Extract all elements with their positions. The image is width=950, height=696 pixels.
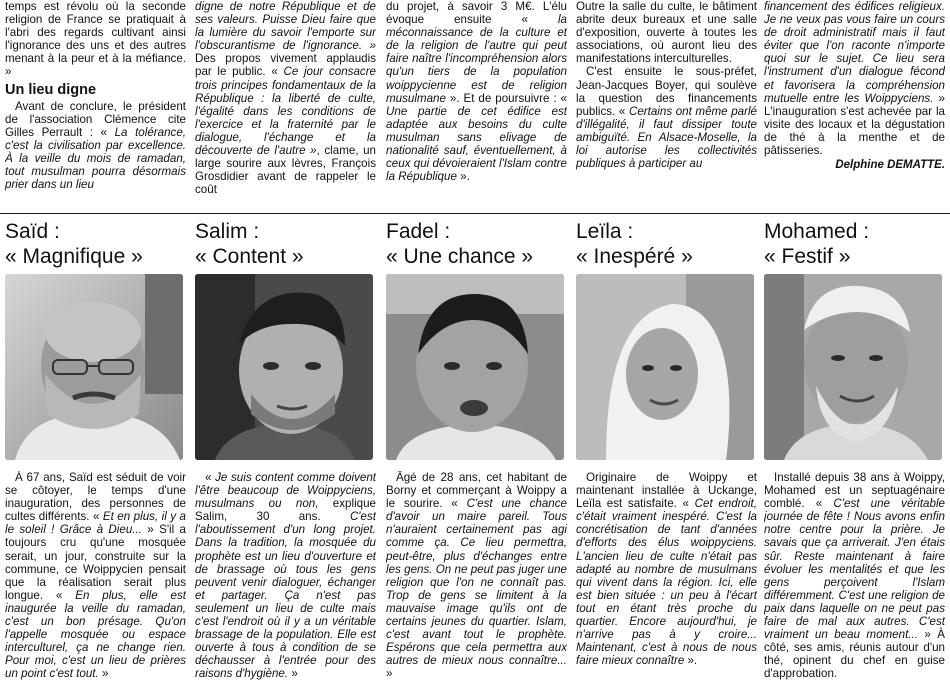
article-column-3 (386, 0, 567, 212)
profile-title (195, 219, 380, 269)
quote-run: C'est une véritable journée de fête ! Nous avons enfin notre centre pour la prière. Je savais que ça arriverait. J'en étais sûr. Reste maintenant à faire évoluer les mentalités et que les gens perçoivent l'Islam différemment. C'est une religion de paix dans laquelle on ne peut pas faire de mal aux autres. C'est vraiment un beau moment... (764, 497, 945, 642)
portrait-photo-said (5, 274, 183, 460)
profile-name: Mohamed : (764, 220, 870, 243)
article-column-5 (764, 0, 945, 212)
article-paragraph (764, 0, 945, 157)
text-run: » S'il a toujours cru qu'une mosquée serait, un jour, construite sur la commune, ce Woippycien pensait que la réalisation serait plus longue. « (5, 523, 186, 602)
profile-name: Salim : (195, 220, 260, 243)
quote-run: C'est l'aboutissement d'un long projet. Dans la tradition, la mosquée du prophète est un lieu d'ouverture et de brassage où tous les gens peuvent venir dialoguer, échanger et partager. Ça n'est pas seulement un lieu de culte mais c'est l'endroit où il y a un véritable brassage de la population. Elle est ouverte à tous à condition de se déchausser à l'entrée pour des raisons d'hygiène. (195, 510, 376, 681)
profile-paragraph (195, 471, 376, 681)
article-column-2 (195, 0, 376, 212)
text-run: ». (456, 170, 470, 184)
article-paragraph (195, 0, 376, 196)
text-run: ». (684, 654, 698, 668)
quote-run: Ce jour consacre trois principes fondamentaux de la République : la liberté de culte, l'égalité dans les conditions de l'exercice et la fraternité par le dialogue, l'échange et la découverte de l'autre » (195, 65, 376, 158)
subheading: Un lieu digne (5, 81, 97, 98)
text-run: , clame, un large sourire aux lèvres, François Grosdidier avant de rappeler le coût (195, 144, 376, 197)
portrait-photo-mohamed (764, 274, 942, 460)
portrait-photo-leila (576, 274, 754, 460)
portrait-photo-salim (195, 274, 373, 460)
quote-run: Et en plus, il y a le soleil ! Grâce à Dieu... (5, 510, 186, 537)
text-run: Installé depuis 38 ans à Woippy, Mohamed est un septuagénaire comblé. « (764, 471, 945, 511)
profile-text-fadel (386, 471, 567, 693)
text-run: Originaire de Woippy et maintenant installée à Uckange, Leïla est satisfaite. « (576, 471, 757, 511)
text-run: À 67 ans, Saïd est séduit de voir se côtoyer, le temps d'une inauguration, des personnes de cultes différents. « (5, 471, 186, 524)
text-run: « (205, 471, 216, 484)
quote-run: C'est une chance d'avoir un maire pareil. Tous n'auraient certainement pas agi comme ça. Ce lieu permettra, peut-être, plus d'échanges entre les gens. On ne peut pas juger une religion que l'on ne connaît pas. Trop de gens se limitent à la mauvaise image qu'ils ont de certains jeunes du quartier. Islam, c'est avant tout le prophète. Espérons que cela permettra aux autres de mieux nous connaître... (386, 497, 567, 668)
profile-title (764, 219, 949, 269)
quote-run: La tolérance, c'est la civilisation par excellence. À la veille du mois de ramadan, tout musulman pourra désormais prier dans un lieu (5, 125, 186, 192)
article-paragraph: temps est révolu où la seconde religion de France se pratiquait à l'abri des regards cultivant ainsi l'ignorance des uns et des autres menant à la peur et à la méfiance. » (5, 0, 186, 79)
profile-title (576, 219, 761, 269)
quote-run: Je suis content comme doivent l'être beaucoup de Woippyciens, musulmans ou non, (195, 471, 376, 511)
article-paragraph: Outre la salle du culte, le bâtiment abrite deux bureaux et une salle d'exposition, ouverte à toutes les associations, où auront lieu des manifestations interculturelles. (576, 0, 757, 66)
article-column-4 (576, 0, 757, 212)
text-run: » (98, 667, 109, 681)
text-run: ». Et de poursuivre : « (445, 91, 567, 105)
section-divider (0, 213, 950, 214)
text-run: Des propos vivement applaudis par le public. « (195, 52, 376, 79)
profile-quote-word: « Une chance » (386, 245, 534, 268)
profile-name: Leïla : (576, 220, 634, 243)
profile-title (386, 219, 571, 269)
text-run: » L'inauguration s'est achevée par la visite des locaux et la dégustation de thé à la menthe et de pâtisseries. (764, 91, 945, 158)
profile-paragraph (764, 471, 945, 681)
text-run: Âgé de 28 ans, cet habitant de Borny et commerçant à Woippy a le sourire. « (386, 471, 567, 511)
profile-paragraph (576, 471, 757, 667)
profile-text-mohamed (764, 471, 945, 693)
profile-paragraph (386, 471, 567, 681)
author-signature: Delphine DEMATTE. (835, 159, 945, 172)
quote-run: Cet endroit, c'était vraiment inespéré. C'est la concrétisation de tant d'années d'efforts des élus woippyciens. L'ancien lieu de culte n'était pas adapté au nombre de musulmans qui vivent dans la région. Ici, elle est bien située : un peu à l'écart tout en étant très proche du quartier. Encore aujourd'hui, je n'arrive pas à y croire... Maintenant, c'est à nous de nous faire mieux connaître (576, 497, 757, 668)
profile-quote-word: « Content » (195, 245, 304, 268)
profile-text-said (5, 471, 186, 693)
text-run: » (288, 667, 298, 681)
text-run: » (386, 667, 393, 681)
profile-quote-word: « Festif » (764, 245, 851, 268)
profile-quote-word: « Inespéré » (576, 245, 693, 268)
profile-text-leila (576, 471, 757, 693)
profile-paragraph (5, 471, 186, 681)
text-run: C'est ensuite le sous-préfet, Jean-Jacques Boyer, qui soulève la question des financements publics. « (576, 65, 757, 118)
article-paragraph (576, 65, 757, 170)
quote-run: En plus, elle est inaugurée la veille du ramadan, c'est un bon présage. Qu'on l'appelle mosquée ou espace interculturel, ça ne change rien. Pour moi, c'est un lieu de prières un point c'est tout. (5, 588, 186, 681)
quote-run: digne de notre République et de ses valeurs. Puisse Dieu faire que la lumière du savoir l'emporte sur l'obscurantisme de l'ignorance. » (195, 0, 376, 53)
text-run: » À côté, ses amis, réunis autour d'un thé, opinent du chef en guise d'approbation. (764, 628, 945, 681)
article-paragraph (5, 100, 186, 192)
article-column-1 (5, 0, 186, 212)
article-paragraph (386, 0, 567, 183)
quote-run: Certains ont même parlé d'illégalité, il faut dissiper toute ambiguïté. En Alsace-Moselle, la loi autorise les collectivités publiques à participer au (576, 104, 757, 171)
text-run: du projet, à savoir 3 M€. L'élu évoque ensuite « (386, 0, 567, 27)
profile-name: Saïd : (5, 220, 60, 243)
quote-run: Une partie de cet édifice est adaptée aux besoins du culte musulman sans elivage de nationalité sauf, éventuellement, à ceux qui dévoieraient l'Islam contre la République (386, 104, 567, 184)
quote-run: la méconnaissance de la culture et de la religion de l'autre qui peut faire naître l'incompréhension alors qu'un tiers de la population woippycienne est de religion musulmane (386, 13, 567, 105)
quote-run: financement des édifices religieux. Je ne veux pas vous faire un cours de droit administratif mais il faut éviter que l'on raconte n'importe quoi sur le sujet. Ce lieu sera l'instrument d'un dialogue fécond et favorisera la compréhension mutuelle entre les Woippyciens. (764, 0, 945, 105)
text-run: explique Salim, 30 ans. (195, 497, 376, 524)
portrait-photo-fadel (386, 274, 564, 460)
text-run: Avant de conclure, le président de l'association Clémence cite Gilles Perrault : « (5, 99, 186, 139)
profile-name: Fadel : (386, 220, 451, 243)
profile-quote-word: « Magnifique » (5, 245, 143, 268)
profile-title (5, 219, 190, 269)
profile-text-salim (195, 471, 376, 693)
